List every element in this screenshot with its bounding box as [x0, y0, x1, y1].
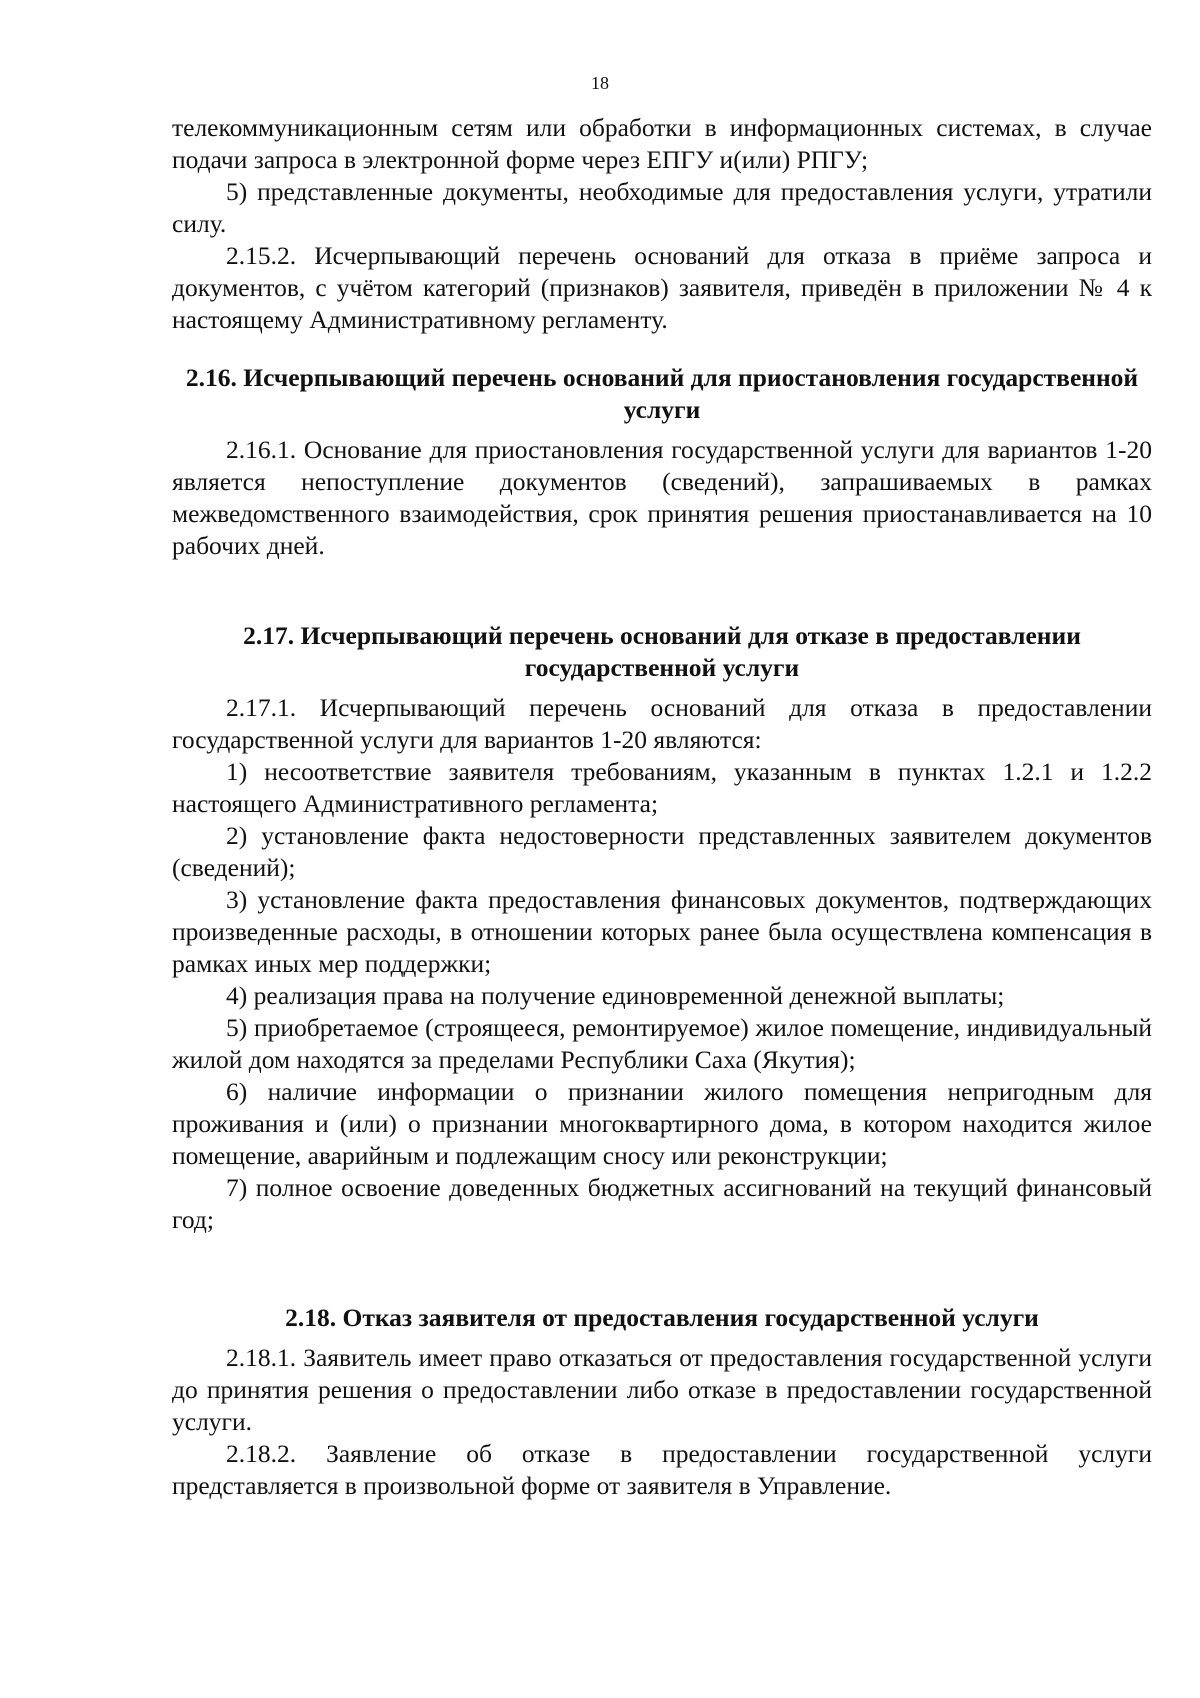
refusal-ground-3: 3) установление факта предоставления финансовых документов, подтверждающих произведенные расходы, в отношении которых ранее была осуществлена компенсация в рамках иных мер поддержки;	[172, 885, 1152, 978]
section-heading-2-16: 2.16. Исчерпывающий перечень оснований для приостановления государственной услуги	[185, 363, 1139, 424]
page-number: 18	[591, 73, 609, 93]
paragraph-2-18-1: 2.18.1. Заявитель имеет право отказаться от предоставления государственной услуги до принятия решения о предоставлении либо отказе в предоставлении государственной услуги.	[172, 1343, 1152, 1436]
section-heading-2-17: 2.17. Исчерпывающий перечень оснований для отказе в предоставлении государственной услуги	[243, 621, 1081, 682]
paragraph-2-18-2: 2.18.2. Заявление об отказе в предоставлении государственной услуги представляется в произвольной форме от заявителя в Управление.	[172, 1439, 1152, 1500]
paragraph-continuation: телекоммуникационным сетям или обработки в информационных системах, в случае подачи запроса в электронной форме через ЕПГУ и(или) РПГУ;	[172, 113, 1152, 174]
list-item-5-documents-expired: 5) представленные документы, необходимые для предоставления услуги, утратили силу.	[172, 177, 1152, 238]
refusal-ground-5: 5) приобретаемое (строящееся, ремонтируемое) жилое помещение, индивидуальный жилой дом находятся за пределами Республики Саха (Якутия);	[172, 1013, 1152, 1074]
section-heading-2-18: 2.18. Отказ заявителя от предоставления государственной услуги	[285, 1303, 1039, 1332]
refusal-ground-4: 4) реализация права на получение единовременной денежной выплаты;	[226, 981, 1005, 1010]
paragraph-2-17-1: 2.17.1. Исчерпывающий перечень оснований для отказа в предоставлении государственной услуги для вариантов 1-20 являются:	[172, 693, 1152, 754]
refusal-ground-1: 1) несоответствие заявителя требованиям, указанным в пунктах 1.2.1 и 1.2.2 настоящего Административного регламента;	[172, 757, 1152, 818]
paragraph-2-16-1: 2.16.1. Основание для приостановления государственной услуги для вариантов 1-20 является непоступление документов (сведений), запрашиваемых в рамках межведомственного взаимодействия, срок принятия решения приостанавливается на 10 рабочих дней.	[172, 435, 1152, 560]
refusal-ground-6: 6) наличие информации о признании жилого помещения непригодным для проживания и (или) о признании многоквартирного дома, в котором находится жилое помещение, аварийным и подлежащим сносу или реконструкции;	[172, 1077, 1152, 1170]
refusal-ground-2: 2) установление факта недостоверности представленных заявителем документов (сведений);	[172, 821, 1152, 882]
paragraph-2-15-2: 2.15.2. Исчерпывающий перечень оснований для отказа в приёме запроса и документов, с учётом категорий (признаков) заявителя, приведён в приложении № 4 к настоящему Административному регламенту.	[172, 241, 1152, 334]
refusal-ground-7: 7) полное освоение доведенных бюджетных ассигнований на текущий финансовый год;	[172, 1173, 1152, 1234]
document-body	[172, 112, 1152, 1502]
